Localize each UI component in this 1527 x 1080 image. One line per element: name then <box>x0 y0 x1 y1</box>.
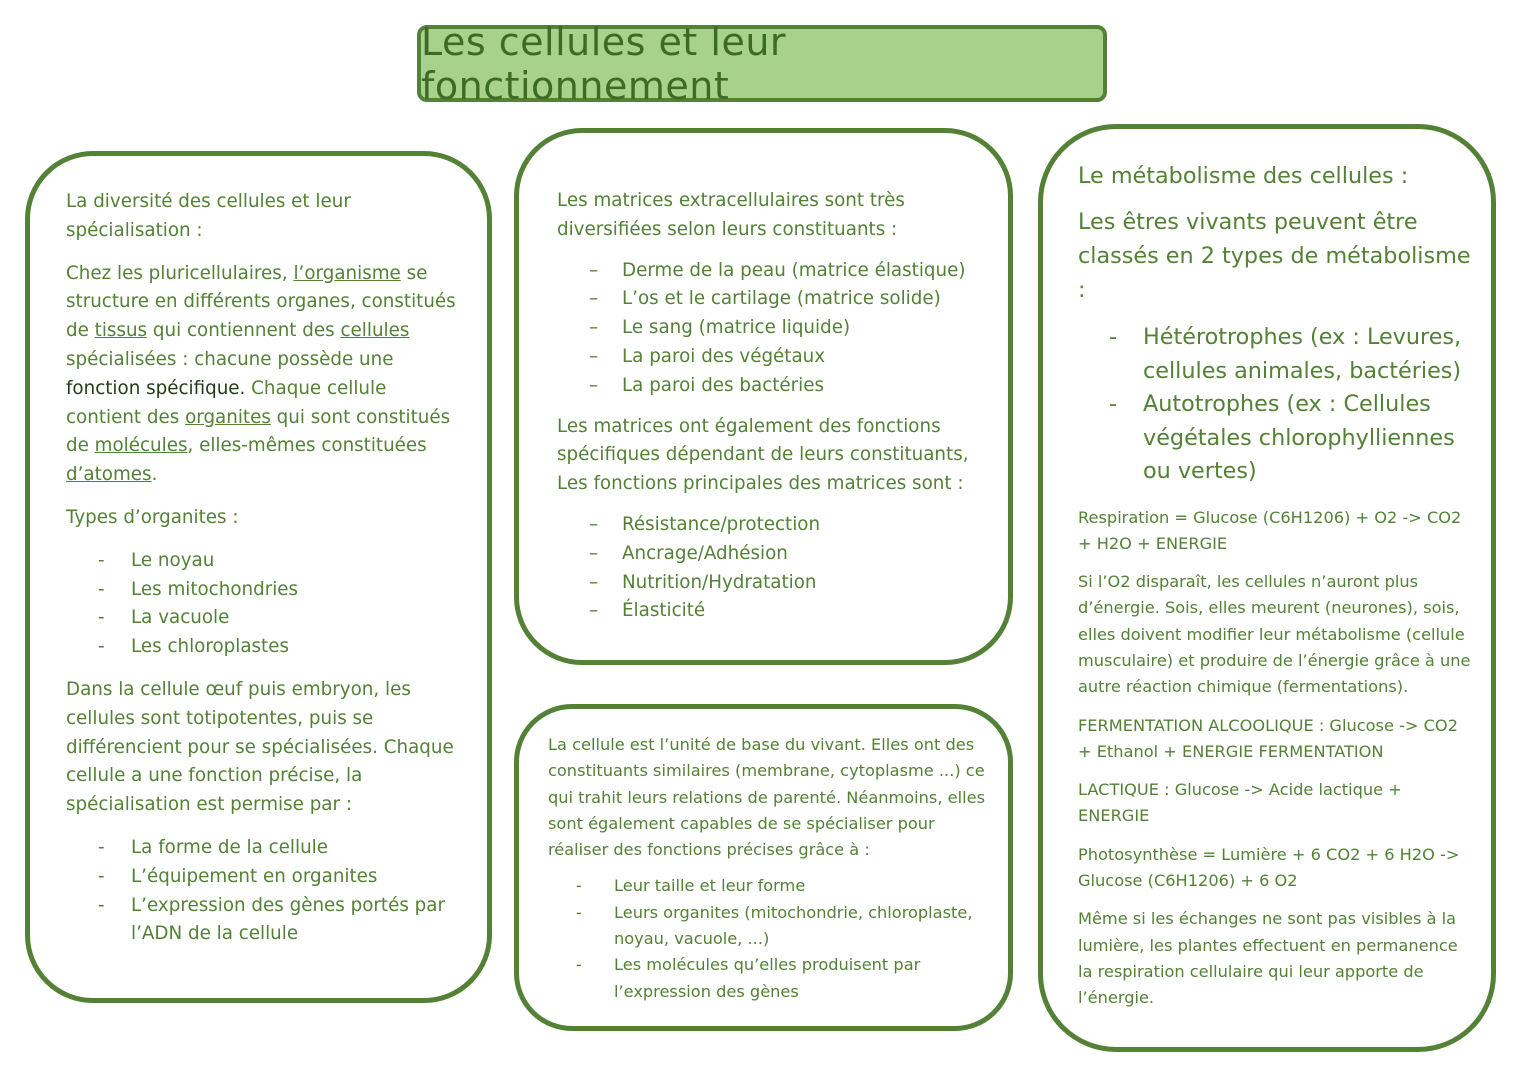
list-item-text: Leur taille et leur forme <box>614 876 806 896</box>
dash-icon: – <box>589 288 599 310</box>
term-organites: organites <box>185 406 271 428</box>
list-item-text: La paroi des bactéries <box>622 374 825 396</box>
dash-icon: - <box>98 636 105 658</box>
list-item <box>576 873 988 899</box>
dash-icon: – <box>589 600 599 622</box>
fermentation-equation: FERMENTATION ALCOOLIQUE : Glucose -> CO2 + Ethanol + ENERGIE FERMENTATION <box>1078 715 1458 761</box>
matrices-list <box>557 257 988 401</box>
metabolism-heading: Le métabolisme des cellules : <box>1078 163 1409 189</box>
dash-icon: - <box>576 955 582 975</box>
list-item <box>1109 388 1475 489</box>
dash-icon: - <box>98 836 105 858</box>
list-item-text: Résistance/protection <box>622 513 821 535</box>
cell-unit-list <box>548 873 988 1004</box>
dash-icon: – <box>589 374 599 396</box>
diversity-heading-line1: La diversité des cellules et leur <box>66 191 351 212</box>
organism-paragraph <box>66 260 461 490</box>
list-item <box>589 569 988 598</box>
list-item-text: Élasticité <box>622 600 706 622</box>
dash-icon: – <box>589 571 599 593</box>
text-run: . <box>151 464 158 486</box>
list-item <box>1109 321 1475 388</box>
matrices-intro: Les matrices extracellulaires sont très diversifiées selon leurs constituants : <box>557 190 905 240</box>
dash-icon: - <box>98 894 105 916</box>
dash-icon: - <box>1109 391 1118 417</box>
page-title: Les cellules et leur fonctionnement <box>417 25 1107 102</box>
text-run: se structure en différents organes, constitués de <box>66 262 456 342</box>
list-item-text: Derme de la peau (matrice élastique) <box>622 259 966 281</box>
list-item <box>98 834 461 863</box>
term-fonction-specifique: fonction spécifique. <box>66 377 246 399</box>
specialisation-list <box>66 834 461 949</box>
diversity-heading-line2: spécialisation : <box>66 219 203 241</box>
list-item-text: L’os et le cartilage (matrice solide) <box>622 288 941 310</box>
text-run: , elles-mêmes constituées <box>187 435 427 457</box>
dash-icon: - <box>98 578 105 600</box>
list-item-text: Les molécules qu’elles produisent par l’expression des gènes <box>614 955 921 1001</box>
list-item-text: Le sang (matrice liquide) <box>622 317 851 339</box>
dash-icon: – <box>589 513 599 535</box>
list-item-text: La forme de la cellule <box>131 836 329 858</box>
dash-icon: - <box>98 549 105 571</box>
list-item <box>589 511 988 540</box>
o2-paragraph: Si l’O2 disparaît, les cellules n’auront plus d’énergie. Sois, elles meurent (neurones), sois, elles doivent modifier leur métabolisme (cellule musculaire) et produire de l’énergie grâce à une autre réaction chimique (fermentations). <box>1078 572 1471 697</box>
list-item-text: L’expression des gènes portés par l’ADN de la cellule <box>131 894 446 945</box>
list-item-text: Leurs organites (mitochondrie, chloroplaste, noyau, vacuole, ...) <box>614 902 973 949</box>
list-item <box>576 952 988 1005</box>
list-item-text: Les chloroplastes <box>131 636 289 658</box>
list-item <box>98 547 461 576</box>
embryon-paragraph: Dans la cellule œuf puis embryon, les cellules sont totipotentes, puis se différencient pour se spécialisées. Chaque cellule a une fonction précise, la spécialisation est permise par : <box>66 678 454 816</box>
list-item <box>589 540 988 569</box>
list-item-text: La vacuole <box>131 607 230 629</box>
dash-icon: - <box>98 607 105 629</box>
organites-list <box>66 547 461 662</box>
text-run: Chez les pluricellulaires, <box>66 262 294 284</box>
list-item <box>98 576 461 605</box>
list-item-text: La paroi des végétaux <box>622 345 826 367</box>
list-item <box>98 604 461 633</box>
list-item <box>98 633 461 662</box>
lactique-equation: LACTIQUE : Glucose -> Acide lactique + ENERGIE <box>1078 780 1402 826</box>
metabolism-panel <box>1038 124 1496 1052</box>
term-organisme: l’organisme <box>293 262 401 284</box>
text-run: qui contiennent des <box>147 320 341 342</box>
list-item <box>589 343 988 372</box>
term-molecules: molécules <box>94 435 188 457</box>
list-item-text: Hétérotrophes (ex : Levures, cellules animales, bactéries) <box>1143 324 1462 384</box>
list-item-text: Ancrage/Adhésion <box>622 542 788 564</box>
diversity-heading <box>66 188 461 246</box>
organites-heading: Types d’organites : <box>66 506 239 528</box>
list-item <box>576 900 988 953</box>
list-item <box>589 314 988 343</box>
respiration-equation: Respiration = Glucose (C6H1206) + O2 -> CO2 + H2O + ENERGIE <box>1078 507 1462 553</box>
term-atomes: d’atomes <box>66 464 152 486</box>
list-item <box>589 372 988 401</box>
list-item <box>589 285 988 314</box>
list-item-text: Le noyau <box>131 549 215 571</box>
dash-icon: - <box>98 865 105 887</box>
list-item-text: Autotrophes (ex : Cellules végétales chlorophylliennes ou vertes) <box>1143 391 1455 484</box>
metabolism-types-list <box>1078 321 1475 489</box>
fonctions-paragraph: Les matrices ont également des fonctions spécifiques dépendant de leurs constituants, Les fonctions principales des matrices sont : <box>557 415 969 495</box>
dash-icon: - <box>576 902 582 922</box>
list-item-text: Nutrition/Hydratation <box>622 571 817 593</box>
photosynthese-equation: Photosynthèse = Lumière + 6 CO2 + 6 H2O -> Glucose (C6H1206) + 6 O2 <box>1078 844 1460 891</box>
cell-unit-panel <box>514 704 1013 1031</box>
dash-icon: – <box>589 345 599 367</box>
cell-unit-paragraph: La cellule est l’unité de base du vivant. Elles ont des constituants similaires (membrane, cytoplasme ...) ce qui trahit leurs relations de parenté. Néanmoins, elles sont également capables de se spécialiser pour réaliser des fonctions précises grâce à : <box>548 735 985 860</box>
text-run: Chaque cellule contient des <box>66 377 387 428</box>
list-item-text: Les mitochondries <box>131 578 299 600</box>
list-item <box>589 257 988 286</box>
dash-icon: – <box>589 542 599 564</box>
term-cellules: cellules <box>340 320 410 342</box>
fonctions-list <box>557 511 988 626</box>
list-item <box>98 892 461 950</box>
term-tissus: tissus <box>94 320 148 342</box>
dash-icon: - <box>576 876 582 896</box>
dash-icon: – <box>589 317 599 339</box>
list-item <box>98 863 461 892</box>
metabolism-intro: Les êtres vivants peuvent être classés en 2 types de métabolisme : <box>1078 209 1471 303</box>
matrices-panel <box>514 128 1013 665</box>
text-run: qui sont constitués de <box>66 406 451 457</box>
diversity-panel <box>25 151 492 1003</box>
dash-icon: - <box>1109 324 1118 350</box>
plantes-paragraph: Même si les échanges ne sont pas visibles à la lumière, les plantes effectuent en permanence la respiration cellulaire qui leur apporte de l’énergie. <box>1078 909 1458 1008</box>
list-item-text: L’équipement en organites <box>131 865 378 887</box>
dash-icon: – <box>589 259 599 281</box>
list-item <box>589 597 988 626</box>
text-run: spécialisées : chacune possède une <box>66 348 394 370</box>
